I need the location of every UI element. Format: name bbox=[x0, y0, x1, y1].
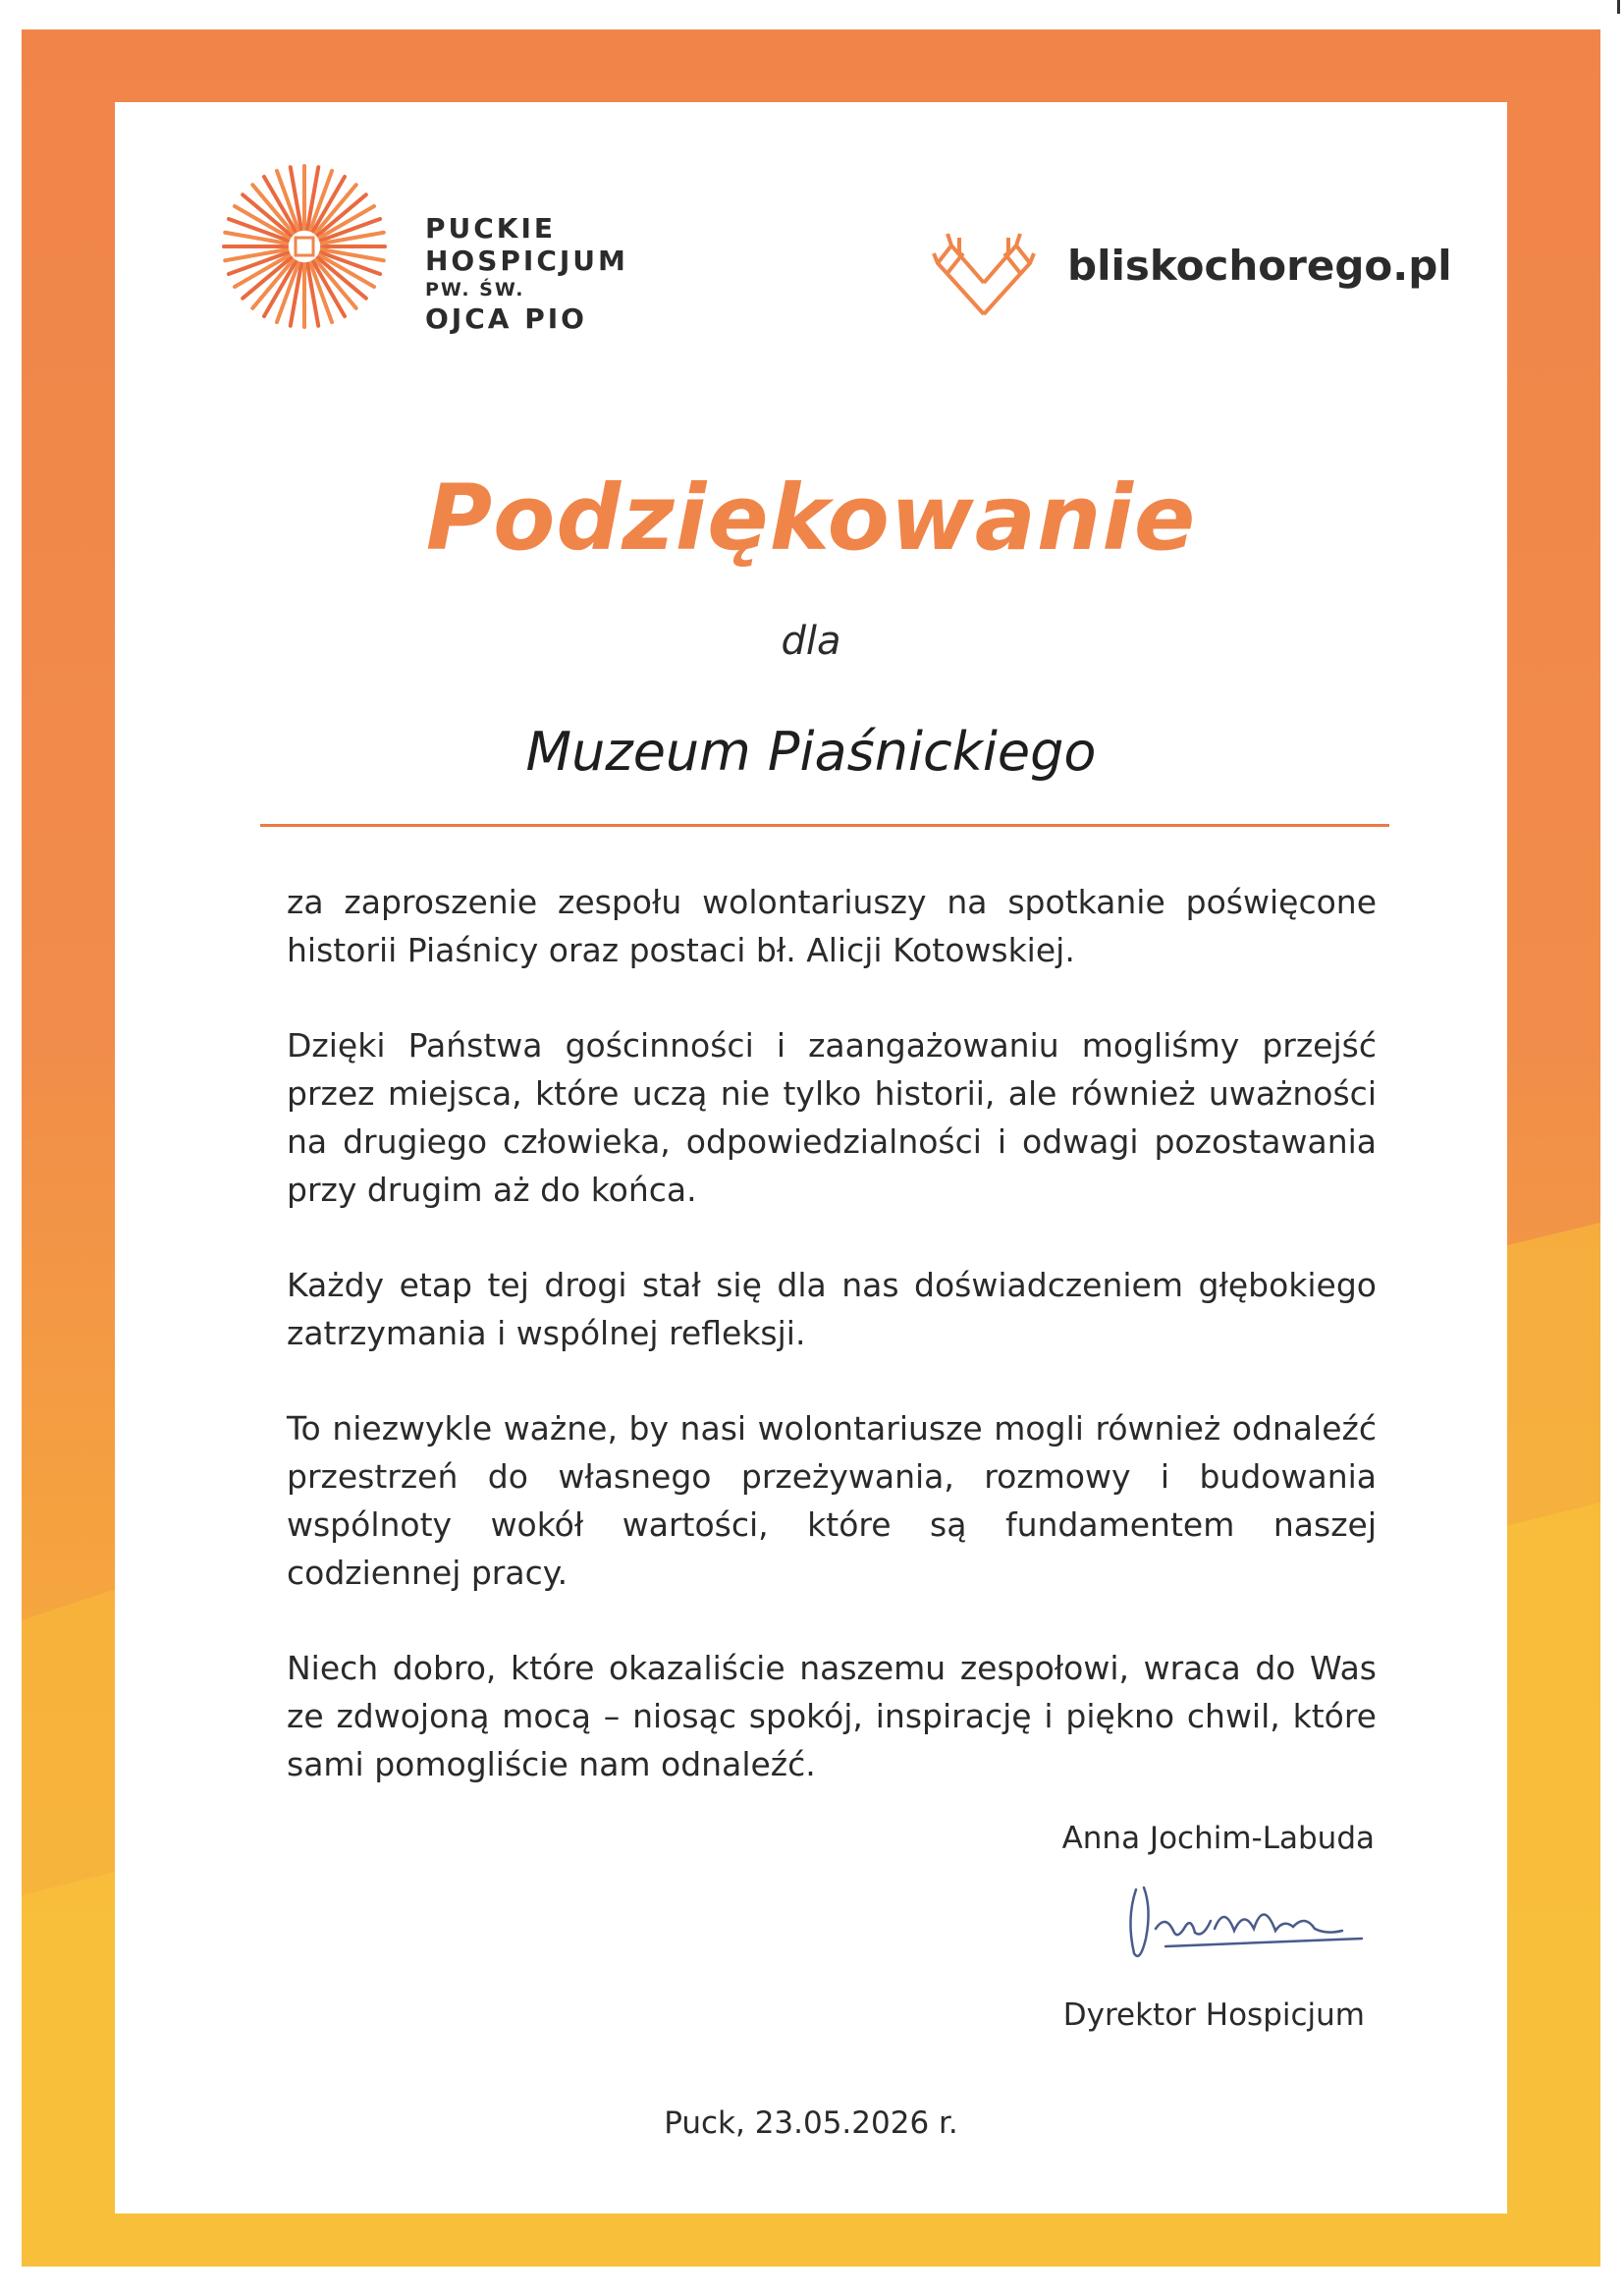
org-line-1: PUCKIE bbox=[425, 212, 557, 245]
org-line-2: HOSPICJUM bbox=[425, 245, 628, 277]
hospice-name bbox=[425, 212, 628, 335]
scan-mark bbox=[1617, 0, 1620, 14]
paragraph: Niech dobro, które okazaliście naszemu zespołowi, wraca do Was ze zdwojoną mocą – niosąc spokój, inspirację i piękno chwil, które sami pomogliście nam odnaleźć. bbox=[287, 1649, 1377, 1783]
brand-name: bliskochorego.pl bbox=[1067, 242, 1452, 290]
heart-hands-logo-icon bbox=[930, 224, 1038, 322]
certificate-frame bbox=[22, 29, 1600, 2267]
divider bbox=[260, 824, 1389, 827]
paragraph: za zaproszenie zespołu wolontariuszy na spotkanie poświęcone historii Piaśnicy oraz postaci bł. Alicji Kotowskiej. bbox=[287, 883, 1377, 969]
recipient-name: Muzeum Piaśnickiego bbox=[525, 721, 1097, 783]
handwritten-signature bbox=[1097, 1870, 1372, 1978]
paragraph: Każdy etap tej drogi stał się dla nas doświadczeniem głębokiego zatrzymania i wspólnej refleksji. bbox=[287, 1266, 1377, 1352]
org-line-3: PW. ŚW. bbox=[425, 279, 525, 301]
document-title: Podziękowanie bbox=[425, 465, 1197, 571]
brand-logo bbox=[930, 224, 1452, 332]
paragraph: Dzięki Państwa gościnności i zaangażowaniu mogliśmy przejść przez miejsca, które uczą nie tylko historii, ale również uważności na drugiego człowieka, odpowiedzialności i odwagi pozostawania przy drugim aż do końca. bbox=[287, 1026, 1377, 1209]
sunburst-logo-icon bbox=[221, 163, 388, 330]
signer-name: Anna Jochim-Labuda bbox=[1061, 1821, 1375, 1856]
certificate-body bbox=[115, 102, 1507, 2214]
org-line-4: OJCA PIO bbox=[425, 302, 587, 335]
for-word: dla bbox=[781, 619, 841, 664]
letter-body bbox=[287, 878, 1377, 1835]
signer-role: Dyrektor Hospicjum bbox=[1062, 1997, 1365, 2033]
place-date: Puck, 23.05.2026 r. bbox=[664, 2105, 958, 2141]
paragraph: To niezwykle ważne, by nasi wolontariusze mogli również odnaleźć przestrzeń do własnego przeżywania, rozmowy i budowania wspólnoty wokół wartości, które są fundamentem naszej codziennej pracy. bbox=[287, 1409, 1377, 1592]
